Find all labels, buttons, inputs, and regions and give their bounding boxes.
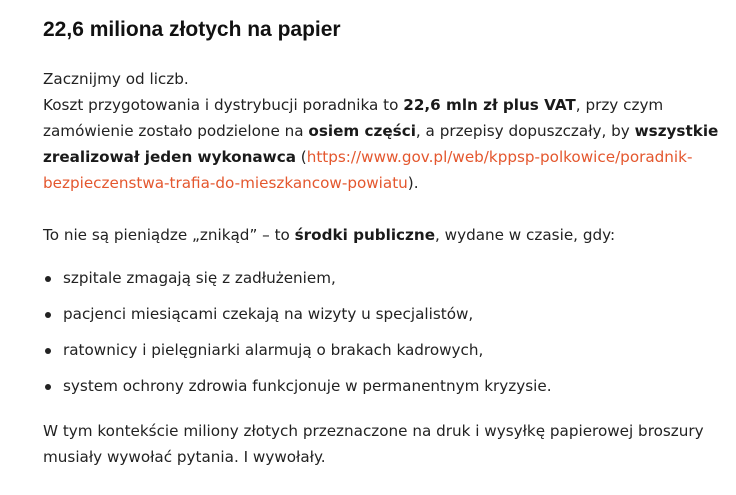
list-item-text: ratownicy i pielęgniarki alarmują o brakach kadrowych,	[63, 341, 484, 359]
source-link[interactable]: https://www.gov.pl/web/kppsp-polkowice/poradnik-bezpieczenstwa-trafia-do-mieszkancow-powiatu	[43, 148, 693, 192]
public-funds: środki publiczne	[294, 226, 435, 244]
text-fragment: , wydane w czasie, gdy:	[435, 226, 616, 244]
bullet-icon	[45, 348, 51, 354]
eight-parts: osiem części	[308, 122, 416, 140]
intro-line: Zacznijmy od liczb.	[43, 70, 189, 88]
intro-paragraph	[43, 66, 723, 196]
list-item-text: system ochrony zdrowia funkcjonuje w permanentnym kryzysie.	[63, 377, 552, 395]
context-paragraph	[43, 222, 723, 248]
single-contractor: wszystkie zrealizował jeden wykonawca	[43, 122, 719, 166]
list-item	[43, 265, 723, 301]
bullet-icon	[45, 384, 51, 390]
text-fragment: To nie są pieniądze „znikąd” – to	[43, 226, 295, 244]
article-body	[43, 66, 723, 470]
list-item-text: szpitale zmagają się z zadłużeniem,	[63, 269, 336, 287]
cost-amount: 22,6 mln zł plus VAT	[403, 96, 576, 114]
text-fragment: (	[295, 148, 307, 166]
list-item	[43, 373, 723, 409]
list-item	[43, 301, 723, 337]
text-fragment: Koszt przygotowania i dystrybucji poradnika to	[43, 96, 404, 114]
text-fragment: , przy czym zamówienie zostało podzielone na	[43, 96, 664, 140]
text-fragment: ).	[407, 174, 419, 192]
bullet-icon	[45, 312, 51, 318]
bullet-icon	[45, 276, 51, 282]
list-item-text: pacjenci miesiącami czekają na wizyty u specjalistów,	[63, 305, 474, 323]
text-fragment: , a przepisy dopuszczały, by	[415, 122, 635, 140]
section-heading: 22,6 miliona złotych na papier	[43, 18, 341, 41]
bullet-list	[43, 265, 723, 409]
conclusion-paragraph: W tym kontekście miliony złotych przeznaczone na druk i wysyłkę papierowej broszury musiały wywołać pytania. I wywołały.	[43, 422, 704, 466]
list-item	[43, 337, 723, 373]
